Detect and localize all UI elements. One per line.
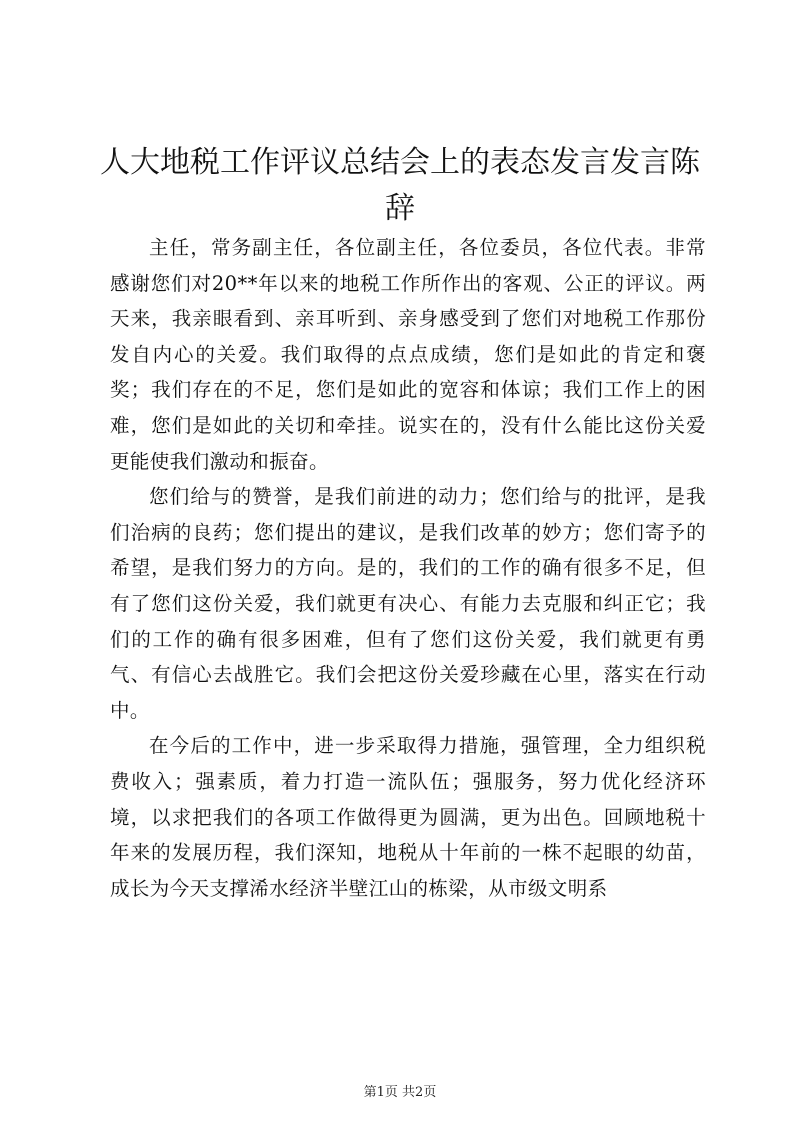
- document-body: [110, 230, 706, 906]
- document-title: 人大地税工作评议总结会上的表态发言发言陈辞: [100, 145, 700, 226]
- page-footer: 第1页 共2页: [363, 1085, 437, 1100]
- paragraph-2: 您们给与的赞誉，是我们前进的动力；您们给与的批评，是我们治病的良药；您们提出的建议，是我们改革的妙方；您们寄予的希望，是我们努力的方向。是的，我们的工作的确有很多不足，但有了您们这份关爱，我们就更有决心、有能力去克服和纠正它；我们的工作的确有很多困难，但有了您们这份关爱，我们就更有勇气、有信心去战胜它。我们会把这份关爱珍藏在心里，落实在行动中。: [110, 485, 706, 722]
- paragraph-3: 在今后的工作中，进一步采取得力措施，强管理，全力组织税费收入；强素质，着力打造一流队伍；强服务，努力优化经济环境，以求把我们的各项工作做得更为圆满，更为出色。回顾地税十年来的发展历程，我们深知，地税从十年前的一株不起眼的幼苗，成长为今天支撑浠水经济半壁江山的栋梁，从市级文明系: [110, 734, 706, 900]
- paragraph-1: 主任，常务副主任，各位副主任，各位委员，各位代表。非常感谢您们对20**年以来的地税工作所作出的客观、公正的评议。两天来，我亲眼看到、亲耳听到、亲身感受到了您们对地税工作那份发自内心的关爱。我们取得的点点成绩，您们是如此的肯定和褒奖；我们存在的不足，您们是如此的宽容和体谅；我们工作上的困难，您们是如此的关切和牵挂。说实在的，没有什么能比这份关爱更能使我们激动和振奋。: [110, 236, 706, 473]
